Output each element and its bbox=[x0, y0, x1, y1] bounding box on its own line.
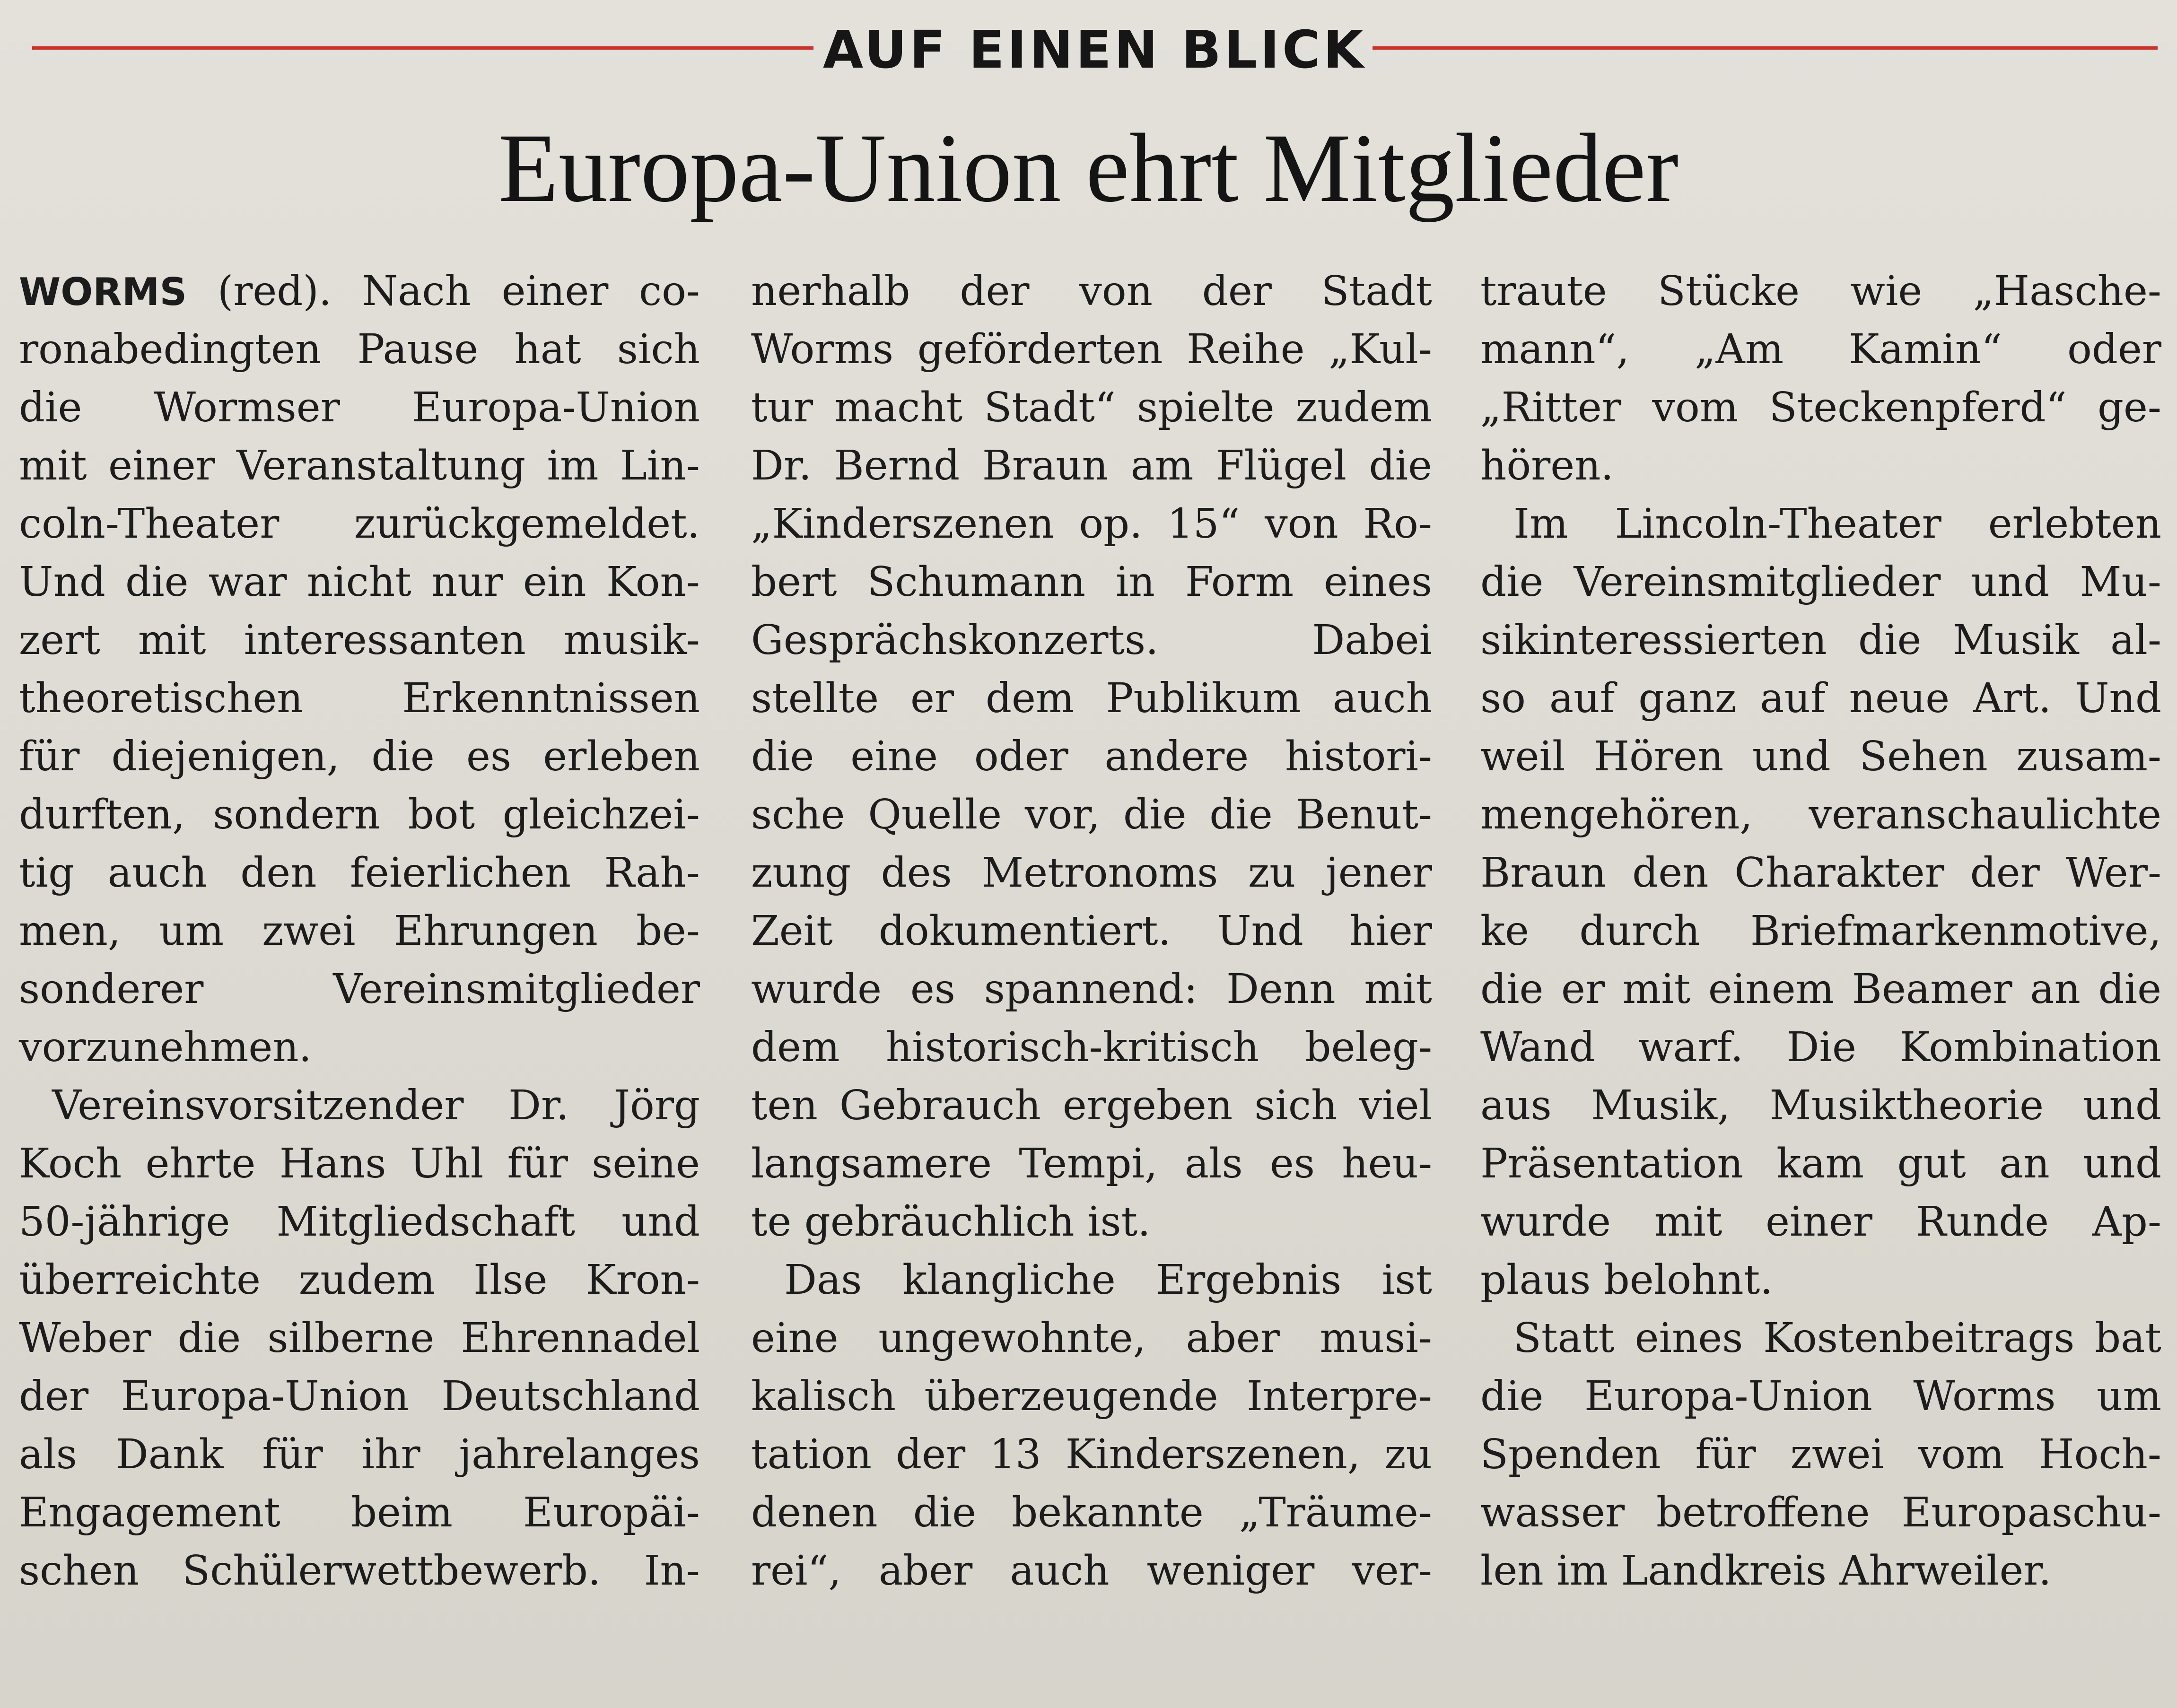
article-headline: Europa-Union ehrt Mitglieder bbox=[498, 113, 1679, 222]
text-line: kalisch überzeugende Interpre- bbox=[751, 1373, 1432, 1420]
text-line: die Europa-Union Worms um bbox=[1480, 1373, 2161, 1420]
text-line: vorzunehmen. bbox=[19, 1024, 312, 1071]
text-line: sonderer Vereinsmitglieder bbox=[19, 966, 700, 1013]
text-line: len im Landkreis Ahrweiler. bbox=[1480, 1547, 2052, 1595]
text-line: langsamere Tempi, als es heu- bbox=[751, 1140, 1432, 1187]
text-line: zung des Metronoms zu jener bbox=[751, 849, 1432, 897]
text-line: denen die bekannte „Träume- bbox=[751, 1489, 1432, 1536]
text-line: tig auch den feierlichen Rah- bbox=[19, 849, 700, 897]
text-line: Koch ehrte Hans Uhl für seine bbox=[19, 1140, 700, 1187]
text-line: durften, sondern bot gleichzei- bbox=[19, 791, 700, 838]
text-line: Zeit dokumentiert. Und hier bbox=[751, 907, 1432, 955]
text-line: WORMS (red). Nach einer co- bbox=[19, 268, 700, 315]
text-line: mit einer Veranstaltung im Lin- bbox=[19, 442, 700, 489]
text-line: rei“, aber auch weniger ver- bbox=[751, 1547, 1432, 1595]
text-line: „Ritter vom Steckenpferd“ ge- bbox=[1480, 384, 2161, 431]
text-line: sikinteressierten die Musik al- bbox=[1480, 617, 2161, 664]
text-line: men, um zwei Ehrungen be- bbox=[19, 907, 700, 955]
text-line: nerhalb der von der Stadt bbox=[751, 268, 1432, 315]
article-column-2 bbox=[751, 262, 1432, 1600]
text-line: Im Lincoln-Theater erlebten bbox=[1513, 500, 2161, 548]
article-column-3 bbox=[1480, 262, 2161, 1600]
text-line: Weber die silberne Ehrennadel bbox=[19, 1315, 700, 1362]
text-line: überreichte zudem Ilse Kron- bbox=[19, 1256, 700, 1304]
text-line: Spenden für zwei vom Hoch- bbox=[1480, 1431, 2161, 1478]
text-line: tation der 13 Kinderszenen, zu bbox=[751, 1431, 1432, 1478]
text-line: Braun den Charakter der Wer- bbox=[1480, 849, 2161, 897]
text-line: wurde es spannend: Denn mit bbox=[751, 966, 1432, 1013]
text-line: für diejenigen, die es erleben bbox=[19, 733, 700, 780]
text-line: Wand warf. Die Kombination bbox=[1480, 1024, 2161, 1071]
text-line: bert Schumann in Form eines bbox=[751, 558, 1432, 606]
text-line: Präsentation kam gut an und bbox=[1480, 1140, 2161, 1187]
text-line: Das klangliche Ergebnis ist bbox=[784, 1256, 1432, 1304]
text-line: die Wormser Europa-Union bbox=[19, 384, 700, 431]
text-line: mann“, „Am Kamin“ oder bbox=[1480, 326, 2161, 373]
article-column-1 bbox=[19, 262, 700, 1600]
text-line: die eine oder andere histori- bbox=[751, 733, 1432, 780]
text-line: hören. bbox=[1480, 442, 1614, 489]
text-line: traute Stücke wie „Hasche- bbox=[1480, 268, 2161, 315]
dateline: WORMS bbox=[19, 270, 187, 314]
text-line: wurde mit einer Runde Ap- bbox=[1480, 1198, 2161, 1246]
text-line: dem historisch-kritisch beleg- bbox=[751, 1024, 1432, 1071]
text-line: Engagement beim Europäi- bbox=[19, 1489, 700, 1536]
text-line: so auf ganz auf neue Art. Und bbox=[1480, 675, 2161, 722]
text-line: eine ungewohnte, aber musi- bbox=[751, 1315, 1432, 1362]
text-line: die er mit einem Beamer an die bbox=[1480, 966, 2161, 1013]
text-line: te gebräuchlich ist. bbox=[751, 1198, 1151, 1246]
text-line: tur macht Stadt“ spielte zudem bbox=[751, 384, 1432, 431]
text-line: der Europa-Union Deutschland bbox=[19, 1373, 700, 1420]
text-line: Dr. Bernd Braun am Flügel die bbox=[751, 442, 1432, 489]
text-line: Statt eines Kostenbeitrags bat bbox=[1513, 1315, 2161, 1362]
text-line: stellte er dem Publikum auch bbox=[751, 675, 1432, 722]
text-line: ronabedingten Pause hat sich bbox=[19, 326, 700, 373]
text-line: aus Musik, Musiktheorie und bbox=[1480, 1082, 2161, 1129]
text-line: theoretischen Erkenntnissen bbox=[19, 675, 700, 722]
text-line: sche Quelle vor, die die Benut- bbox=[751, 791, 1432, 838]
text-line: plaus belohnt. bbox=[1480, 1256, 1773, 1304]
text-line: „Kinderszenen op. 15“ von Ro- bbox=[751, 500, 1432, 548]
text-line: Gesprächskonzerts. Dabei bbox=[751, 617, 1432, 664]
text-line: wasser betroffene Europaschu- bbox=[1480, 1489, 2161, 1536]
text-line: ke durch Briefmarkenmotive, bbox=[1480, 907, 2161, 955]
text-line: ten Gebrauch ergeben sich viel bbox=[751, 1082, 1432, 1129]
kicker-rule-left bbox=[32, 46, 813, 50]
text-line: coln-Theater zurückgemeldet. bbox=[19, 500, 700, 548]
text-line: die Vereinsmitglieder und Mu- bbox=[1480, 558, 2161, 606]
text-line: schen Schülerwettbewerb. In- bbox=[19, 1547, 700, 1595]
text-line: Und die war nicht nur ein Kon- bbox=[19, 558, 700, 606]
text-line: zert mit interessanten musik- bbox=[19, 617, 700, 664]
text-line: als Dank für ihr jahrelanges bbox=[19, 1431, 700, 1478]
text-line: weil Hören und Sehen zusam- bbox=[1480, 733, 2161, 780]
text-line: Vereinsvorsitzender Dr. Jörg bbox=[52, 1082, 700, 1129]
text-line: Worms geförderten Reihe „Kul- bbox=[751, 326, 1432, 373]
text-line: 50-jährige Mitgliedschaft und bbox=[19, 1198, 700, 1246]
kicker-rule-right bbox=[1373, 46, 2158, 50]
section-kicker: AUF EINEN BLICK bbox=[823, 19, 1366, 80]
text-line: mengehören, veranschaulichte bbox=[1480, 791, 2161, 838]
